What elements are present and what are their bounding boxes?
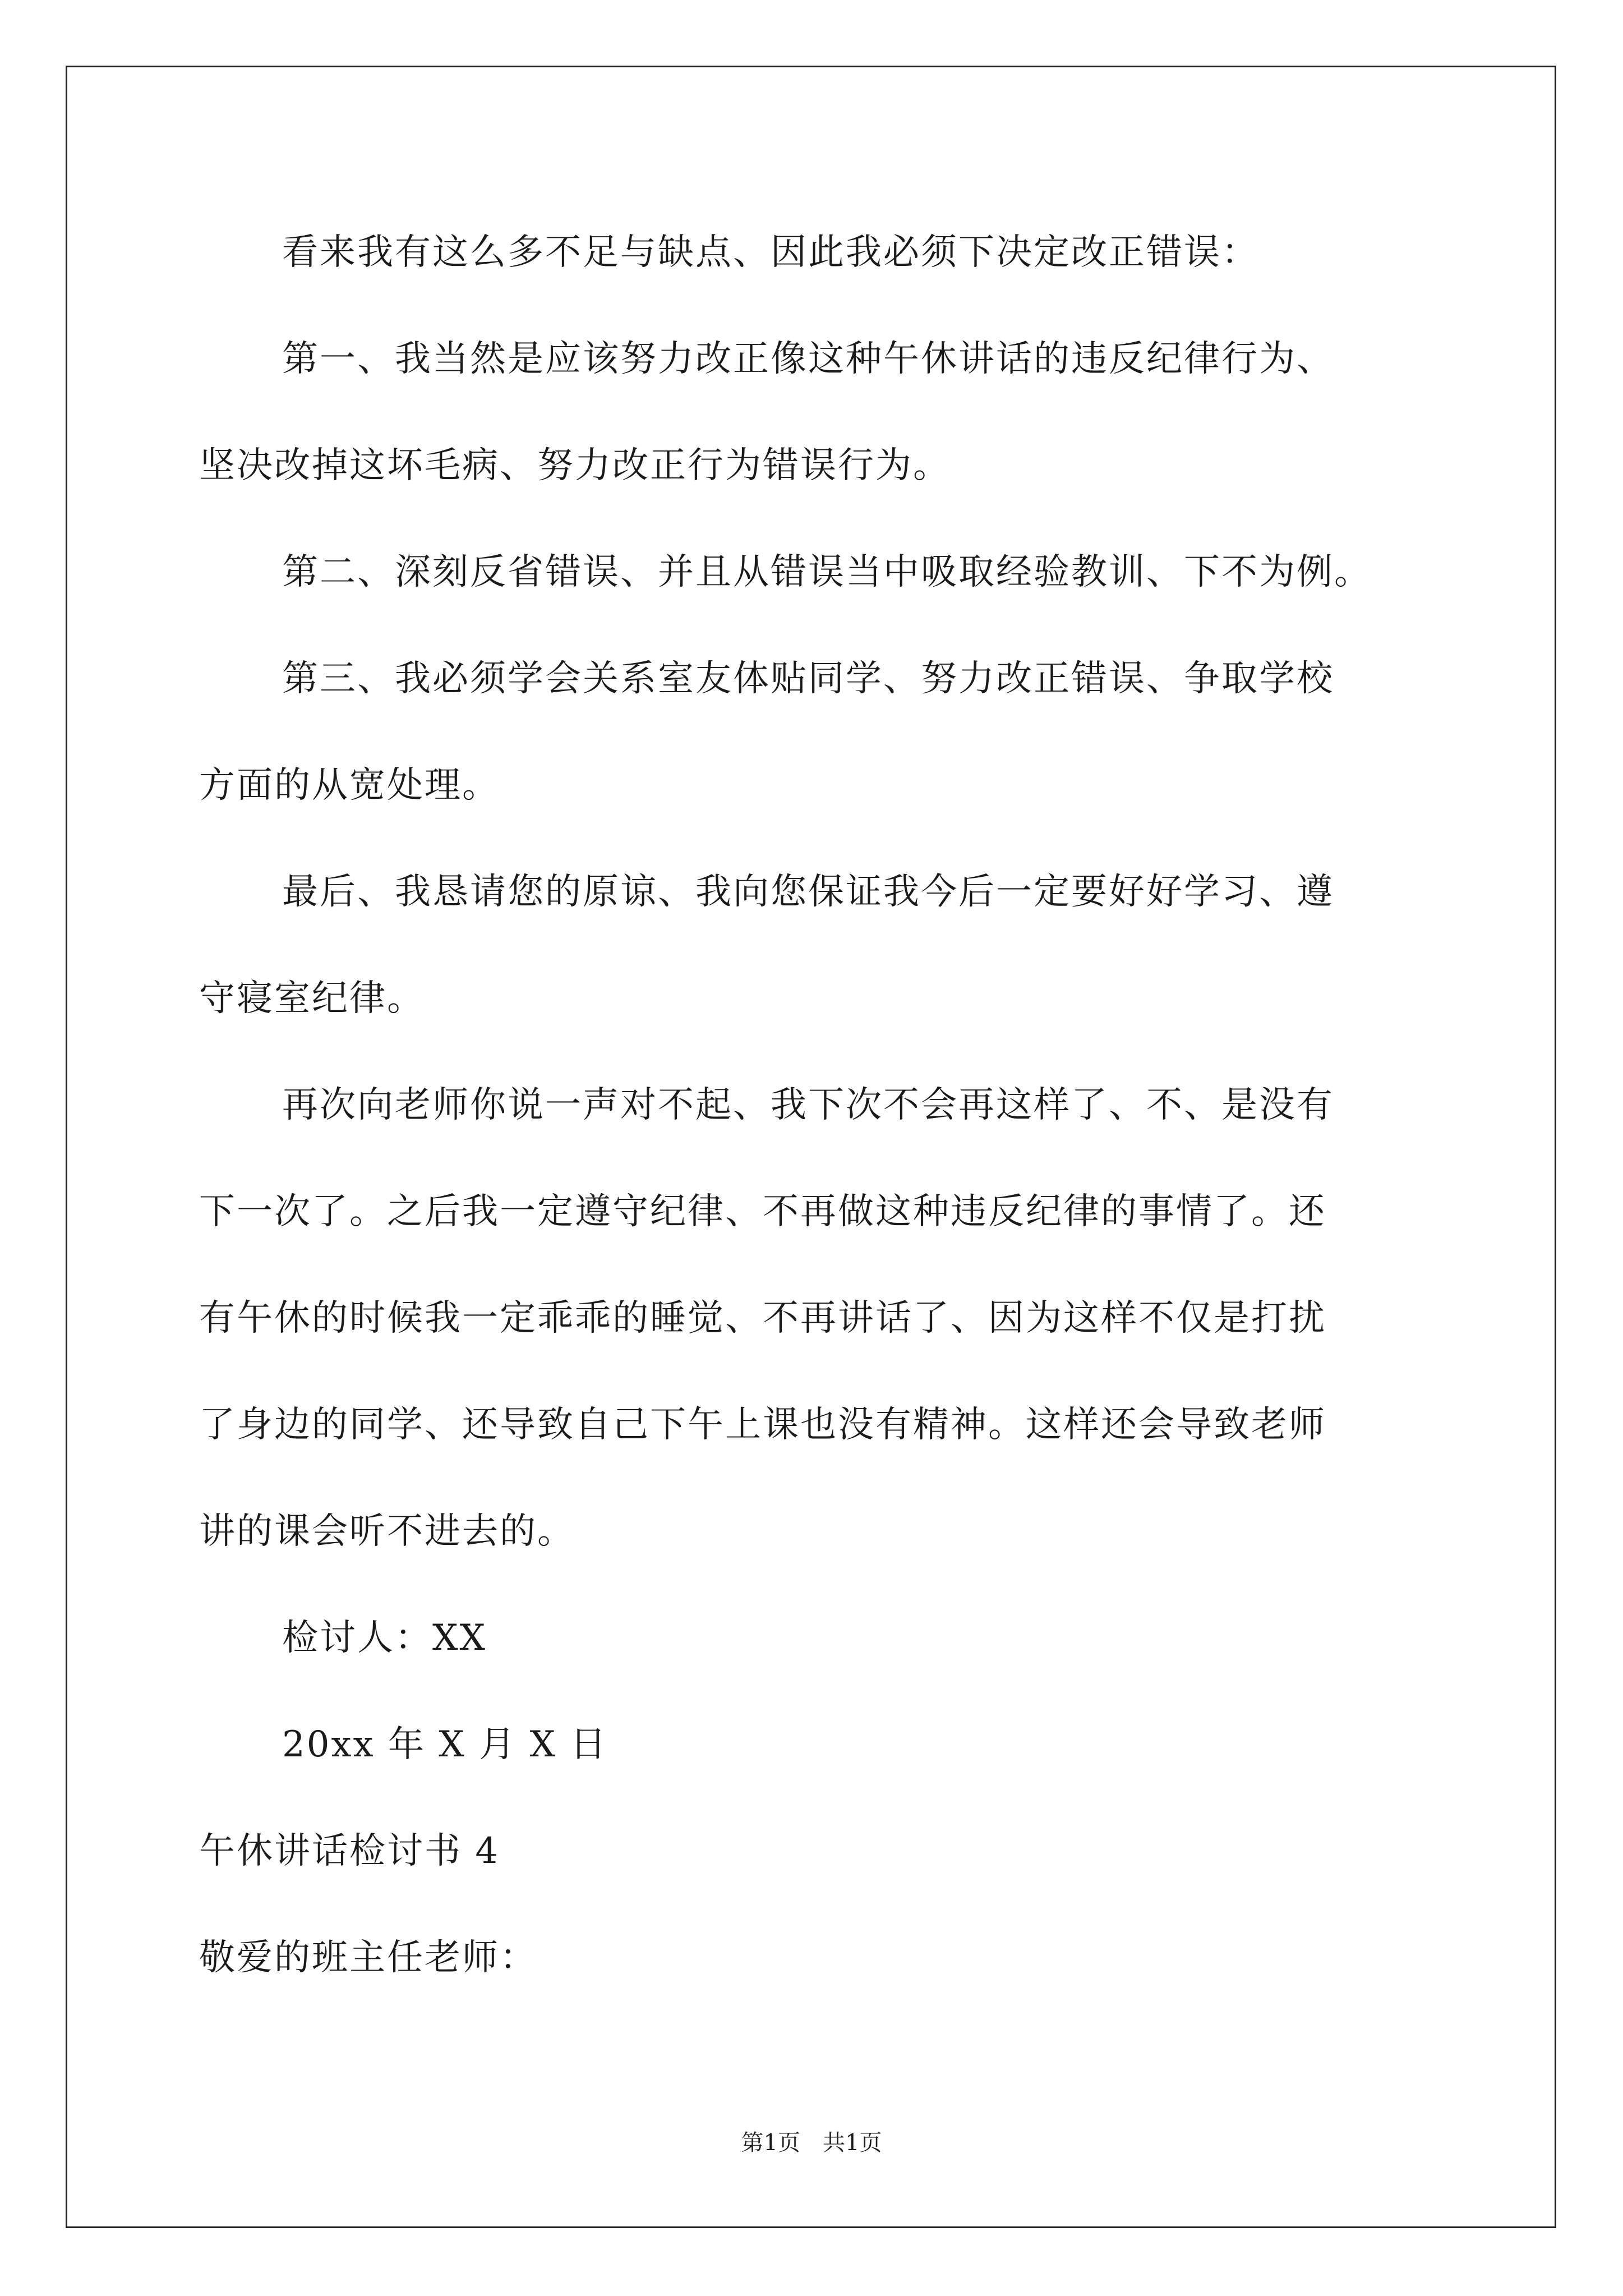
paragraph-line: 看来我有这么多不足与缺点、因此我必须下决定改正错误： (282, 232, 1259, 273)
paragraph-line: 讲的课会听不进去的。 (199, 1511, 575, 1552)
paragraph-line: 了身边的同学、还导致自己下午上课也没有精神。这样还会导致老师 (199, 1404, 1326, 1446)
paragraph-line: 方面的从宽处理。 (199, 765, 500, 806)
paragraph-line: 坚决改掉这坏毛病、努力改正行为错误行为。 (199, 445, 951, 486)
page-border (66, 66, 1556, 2228)
paragraph-line: 守寝室纪律。 (199, 978, 425, 1019)
signature-line: 检讨人：XX (282, 1617, 487, 1659)
paragraph-line: 有午休的时候我一定乖乖的睡觉、不再讲话了、因为这样不仅是打扰 (199, 1297, 1326, 1339)
paragraph-line: 最后、我恳请您的原谅、我向您保证我今后一定要好好学习、遵 (282, 871, 1334, 913)
date-line: 20xx 年 X 月 X 日 (282, 1724, 608, 1765)
paragraph-line: 第三、我必须学会关系室友体贴同学、努力改正错误、争取学校 (282, 658, 1334, 700)
paragraph-line: 再次向老师你说一声对不起、我下次不会再这样了、不、是没有 (282, 1084, 1334, 1126)
paragraph-line: 第一、我当然是应该努力改正像这种午休讲话的违反纪律行为、 (282, 338, 1334, 380)
paragraph-line: 下一次了。之后我一定遵守纪律、不再做这种违反纪律的事情了。还 (199, 1191, 1326, 1232)
paragraph-line: 第二、深刻反省错误、并且从错误当中吸取经验教训、下不为例。 (282, 551, 1372, 593)
page-number-footer: 第1页 共1页 (741, 2130, 882, 2156)
salutation-line: 敬爱的班主任老师： (199, 1937, 537, 1978)
section-title: 午休讲话检讨书 4 (199, 1830, 500, 1872)
